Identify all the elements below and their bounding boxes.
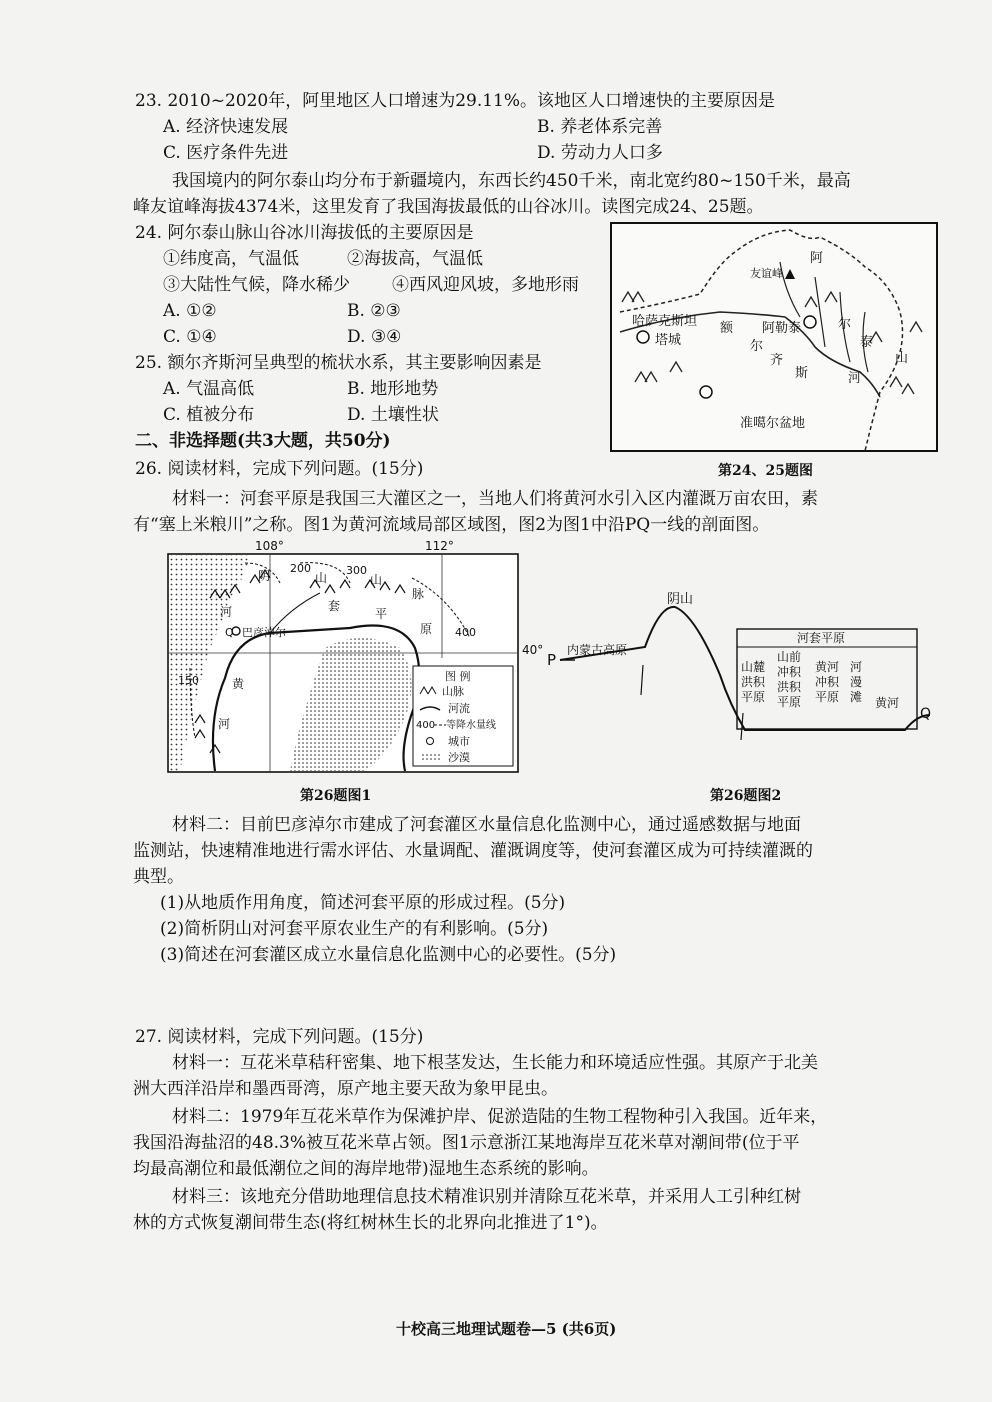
fig1-mai: 脉 [412, 587, 425, 601]
fig2-col2-3: 平原 [777, 695, 802, 709]
fig1-yin: 阴 [258, 569, 271, 583]
fig1-caption: 第26题图1 [300, 788, 372, 804]
fig2-col2-1: 冲积 [777, 665, 802, 679]
q27-m3-line2: 林的方式恢复潮间带生态(将红树林生长的北界向北推进了1°)。 [133, 1213, 608, 1233]
label-aletai: 阿勒泰 [762, 321, 802, 336]
label-kazakhstan: 哈萨克斯坦 [632, 314, 698, 329]
q25-option-d: D. 土壤性状 [347, 405, 439, 425]
fig1-he: 河 [220, 605, 233, 619]
q25-stem: 25. 额尔齐斯河呈典型的梳状水系，其主要影响因素是 [135, 353, 542, 373]
fig2-col2-0: 山前 [777, 650, 802, 664]
label-shan: 山 [895, 351, 909, 366]
fig2-q: Q [920, 706, 932, 722]
section-2-heading: 二、非选择题(共3大题，共50分) [135, 431, 391, 451]
q23-option-b: B. 养老体系完善 [537, 117, 663, 137]
fig1-ping: 平 [375, 607, 388, 621]
q24-item-2: ②海拔高，气温低 [347, 249, 483, 269]
city-unnamed [700, 386, 712, 398]
q24-item-1: ①纬度高，气温低 [163, 249, 299, 269]
legend-title: 图 例 [445, 670, 471, 683]
fig1-c200: 200 [290, 562, 311, 575]
fig1-yuan: 原 [420, 622, 433, 636]
q24-item-4: ④西风迎风坡，多地形雨 [392, 275, 579, 295]
label-junggar: 准噶尔盆地 [740, 416, 806, 431]
q24-option-c: C. ①④ [163, 327, 217, 347]
legend-desert-symbol [420, 752, 440, 760]
q26-m1-line2: 有“塞上米粮川”之称。图1为黄河流域局部区域图，图2为图1中沿PQ一线的剖面图。 [133, 515, 770, 535]
altai-map [610, 222, 940, 454]
q27-m2-line2: 我国沿海盐沼的48.3%被互花米草占领。图1示意浙江某地海岸互花米草对潮间带(位于平 [133, 1133, 800, 1153]
q23-stem: 23. 2010~2020年，阿里地区人口增速为29.11%。该地区人口增速快的主要原因是 [135, 91, 776, 111]
label-tai: 泰 [860, 335, 874, 350]
fig1-lat-40: 40° [522, 643, 544, 657]
label-erqi-3: 斯 [795, 366, 809, 381]
fig2-river: 黄河 [875, 696, 900, 710]
fig1-c400: 400 [455, 626, 476, 639]
label-tacheng: 塔城 [655, 333, 682, 348]
map2425-caption: 第24、25题图 [718, 463, 813, 479]
legend-river: 河流 [448, 702, 470, 715]
label-er: 尔 [838, 317, 852, 332]
city-tacheng [637, 331, 649, 343]
legend-contour-num: 400 [416, 720, 436, 731]
fig2-col3-2: 平原 [815, 690, 840, 704]
legend-city: 城市 [448, 735, 470, 748]
q27-stem: 27. 阅读材料，完成下列问题。(15分) [135, 1027, 424, 1047]
legend-mountain: 山脉 [442, 685, 464, 698]
fig1-lon-112: 112° [425, 539, 454, 553]
q25-option-c: C. 植被分布 [163, 405, 255, 425]
page-footer: 十校高三地理试题卷—5 (共6页) [396, 1320, 617, 1338]
q24-option-b: B. ②③ [347, 301, 401, 321]
q27-m2-line3: 均最高潮位和最低潮位之间的海岸地带)湿地生态系统的影响。 [133, 1159, 599, 1179]
fig2-profile [545, 585, 940, 755]
q27-m1-line2: 洲大西洋沿岸和墨西哥湾，原产地主要天敌为象甲昆虫。 [133, 1079, 558, 1099]
q26-question-3: (3)简述在河套灌区成立水量信息化监测中心的必要性。(5分) [160, 945, 617, 965]
fig1-q: Q [225, 626, 234, 639]
q24-stem: 24. 阿尔泰山脉山谷冰川海拔低的主要原因是 [135, 223, 474, 243]
fig2-col1-0: 山麓 [741, 660, 766, 674]
intro-2425-line2: 峰友谊峰海拔4374米，这里发育了我国海拔最低的山谷冰川。读图完成24、25题。 [133, 197, 764, 217]
legend-desert: 沙漠 [448, 751, 470, 764]
fig2-yinshan: 阴山 [667, 592, 694, 607]
label-he: 河 [848, 371, 862, 386]
q27-m1-line1: 材料一：互花米草秸秆密集、地下根茎发达，生长能力和环境适应性强。其原产于北美 [172, 1053, 818, 1073]
fault-1 [641, 665, 643, 695]
fig1-bayannur: 巴彦淖尔 [242, 626, 286, 639]
intro-2425-line1: 我国境内的阿尔泰山均分布于新疆境内，东西长约450千米，南北宽约80~150千米，最高 [172, 171, 851, 191]
q26-m2-line3: 典型。 [133, 867, 184, 887]
q26-m2-line1: 材料二：目前巴彦淖尔市建成了河套灌区水量信息化监测中心，通过遥感数据与地面 [172, 815, 801, 835]
fig2-col4-2: 滩 [850, 690, 863, 704]
label-a: 阿 [810, 251, 824, 266]
fig2-col4-1: 漫 [850, 675, 863, 689]
label-youyi: 友谊峰 [750, 267, 783, 280]
city-aletai [804, 316, 816, 328]
fig1-he2: 河 [218, 717, 231, 731]
fig1-shan2: 山 [370, 573, 383, 587]
q25-option-b: B. 地形地势 [347, 379, 439, 399]
q26-question-1: (1)从地质作用角度，简述河套平原的形成过程。(5分) [160, 893, 566, 913]
fig1-shan: 山 [315, 571, 328, 585]
fig2-plateau: 内蒙古高原 [567, 643, 628, 657]
fig2-col3-1: 冲积 [815, 675, 840, 689]
fig2-col2-2: 洪积 [777, 680, 802, 694]
fig1-tao: 套 [328, 599, 341, 613]
q26-m2-line2: 监测站，快速精准地进行需水评估、水量调配、灌溉调度等，使河套灌区成为可持续灌溉的 [133, 841, 813, 861]
label-erqi-2: 齐 [770, 353, 784, 368]
q23-option-d: D. 劳动力人口多 [537, 143, 663, 163]
q24-option-a: A. ①② [163, 301, 217, 321]
q24-option-d: D. ③④ [347, 327, 402, 347]
label-e: 额 [720, 321, 734, 336]
fig2-col1-1: 洪积 [741, 675, 766, 689]
q23-option-a: A. 经济快速发展 [163, 117, 289, 137]
fig2-col1-2: 平原 [741, 690, 766, 704]
fig2-col4-0: 河 [850, 660, 863, 674]
q26-stem: 26. 阅读材料，完成下列问题。(15分) [135, 459, 424, 479]
fig1-huang: 黄 [232, 677, 245, 691]
q26-question-2: (2)简析阴山对河套平原农业生产的有利影响。(5分) [160, 919, 549, 939]
q25-option-a: A. 气温高低 [163, 379, 255, 399]
legend-contour: 等降水量线 [446, 720, 496, 731]
label-erqi-1: 尔 [750, 339, 764, 354]
fig1-yellow-river-map [150, 538, 550, 778]
fig1-c150: 150 [178, 674, 199, 687]
q24-item-3: ③大陆性气候，降水稀少 [163, 275, 350, 295]
fig2-col3-0: 黄河 [815, 660, 840, 674]
fig2-p: P [547, 651, 557, 669]
fig2-caption: 第26题图2 [710, 788, 782, 804]
fig2-hetao: 河套平原 [797, 631, 846, 645]
q27-m2-line1: 材料二：1979年互花米草作为保滩护岸、促淤造陆的生物工程物种引入我国。近年来， [172, 1107, 828, 1127]
legend-city-symbol [427, 738, 434, 745]
q27-m3-line1: 材料三：该地充分借助地理信息技术精准识别并清除互花米草，并采用人工引种红树 [172, 1187, 801, 1207]
q23-option-c: C. 医疗条件先进 [163, 143, 289, 163]
q26-m1-line1: 材料一：河套平原是我国三大灌区之一，当地人们将黄河水引入区内灌溉万亩农田，素 [172, 489, 818, 509]
fig1-lon-108: 108° [255, 539, 284, 553]
fig1-c300: 300 [346, 564, 367, 577]
